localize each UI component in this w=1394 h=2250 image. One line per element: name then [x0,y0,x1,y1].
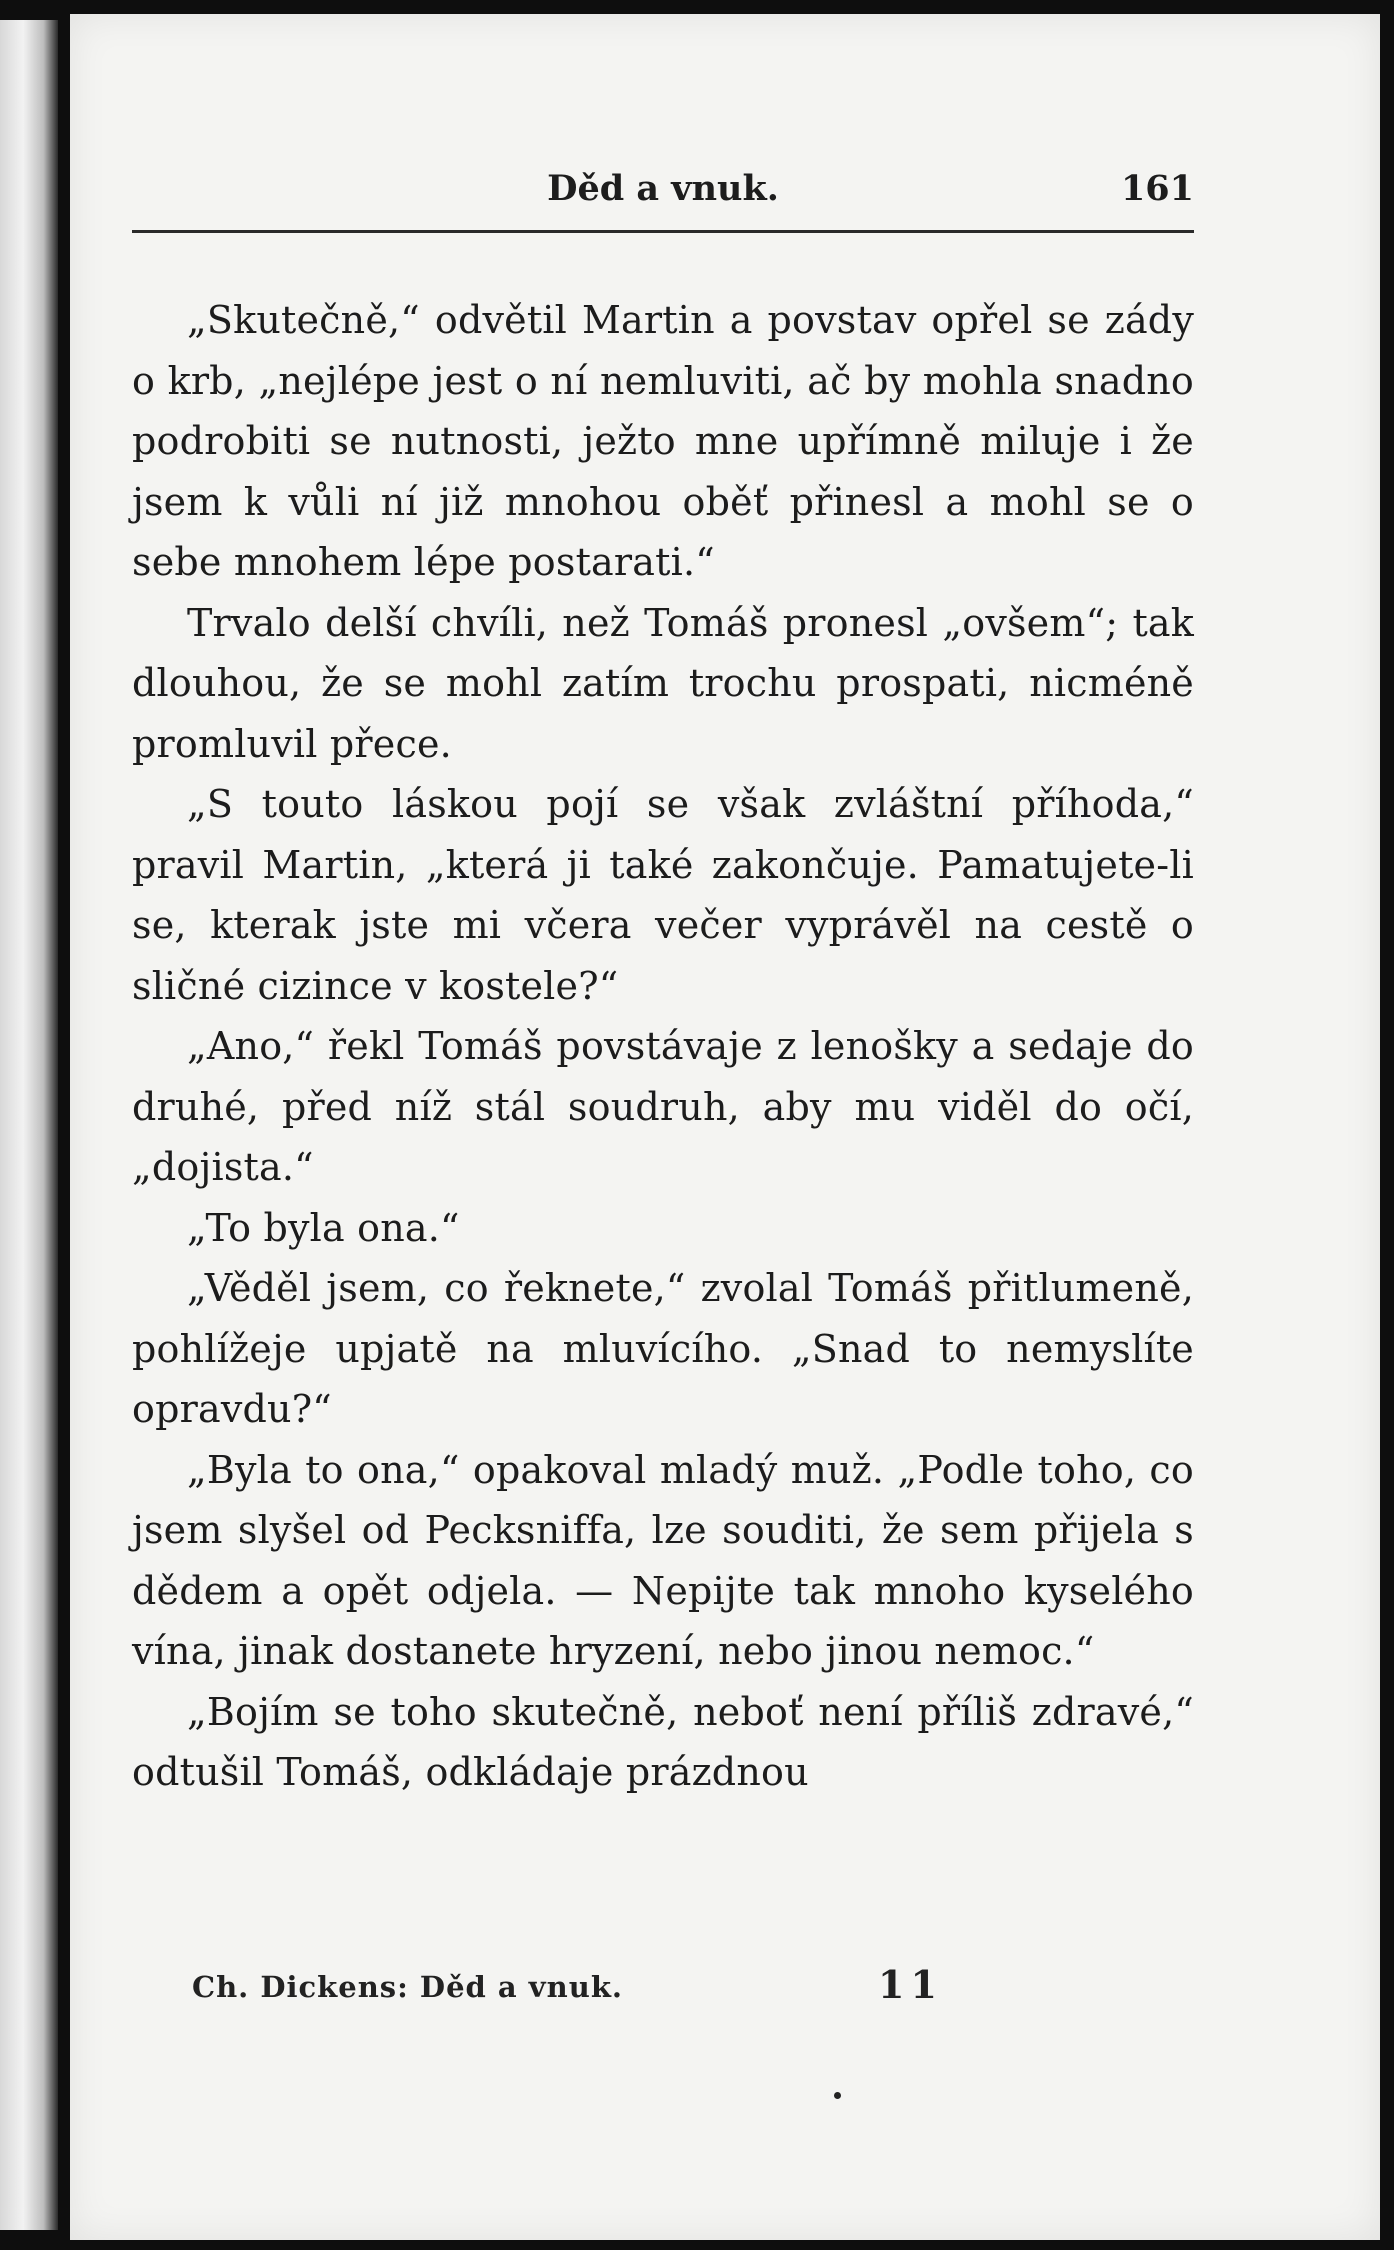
sheet-number: 11 [878,1962,943,2007]
paragraph: „S touto láskou pojí se však zvláštní příhoda,“ pravil Martin, „která ji také zakončuje. Pamatujete-li se, kterak jste mi včera večer vyprávěl na cestě o sličné cizince v kostele?“ [132,782,1194,1008]
paragraph: „Byla to ona,“ opakoval mladý muž. „Podle toho, co jsem slyšel od Pecksniffa, lze souditi, že sem přijela s dědem a opět odjela. — Nepijte tak mnoho kyselého vína, jinak dostanete hryzení, nebo jinou nemoc.“ [132,1447,1194,1673]
ink-speck [834,2092,841,2099]
page-number: 161 [1120,168,1194,209]
running-head [132,168,1194,218]
paragraph: „To byla ona.“ [187,1205,460,1250]
body-text [132,290,1194,1803]
signature-line: Ch. Dickens: Děd a vnuk. [192,1970,624,2004]
page-footer [132,1962,1194,2022]
paragraph: „Bojím se toho skutečně, neboť není příliš zdravé,“ odtušil Tomáš, odkládaje prázdnou [132,1689,1194,1794]
paragraph: „Ano,“ řekl Tomáš povstávaje z lenošky a sedaje do druhé, před níž stál soudruh, aby mu viděl do očí, „dojista.“ [132,1024,1194,1189]
previous-page-edge [0,20,58,2230]
header-rule [132,230,1194,233]
running-head-title: Děd a vnuk. [547,168,779,209]
paragraph: Trvalo delší chvíli, než Tomáš pronesl „ovšem“; tak dlouhou, že se mohl zatím trochu prospati, nicméně promluvil přece. [132,600,1194,766]
paragraph: „Věděl jsem, co řeknete,“ zvolal Tomáš přitlumeně, pohlížeje upjatě na mluvícího. „Snad to nemyslíte opravdu?“ [132,1266,1194,1431]
paragraph: „Skutečně,“ odvětil Martin a povstav opřel se zády o krb, „nejlépe jest o ní nemluviti, ač by mohla snadno podrobiti se nutnosti, ježto mne upřímně miluje i že jsem k vůli ní již mnohou oběť přinesl a mohl se o sebe mnohem lépe postarati.“ [132,298,1194,584]
